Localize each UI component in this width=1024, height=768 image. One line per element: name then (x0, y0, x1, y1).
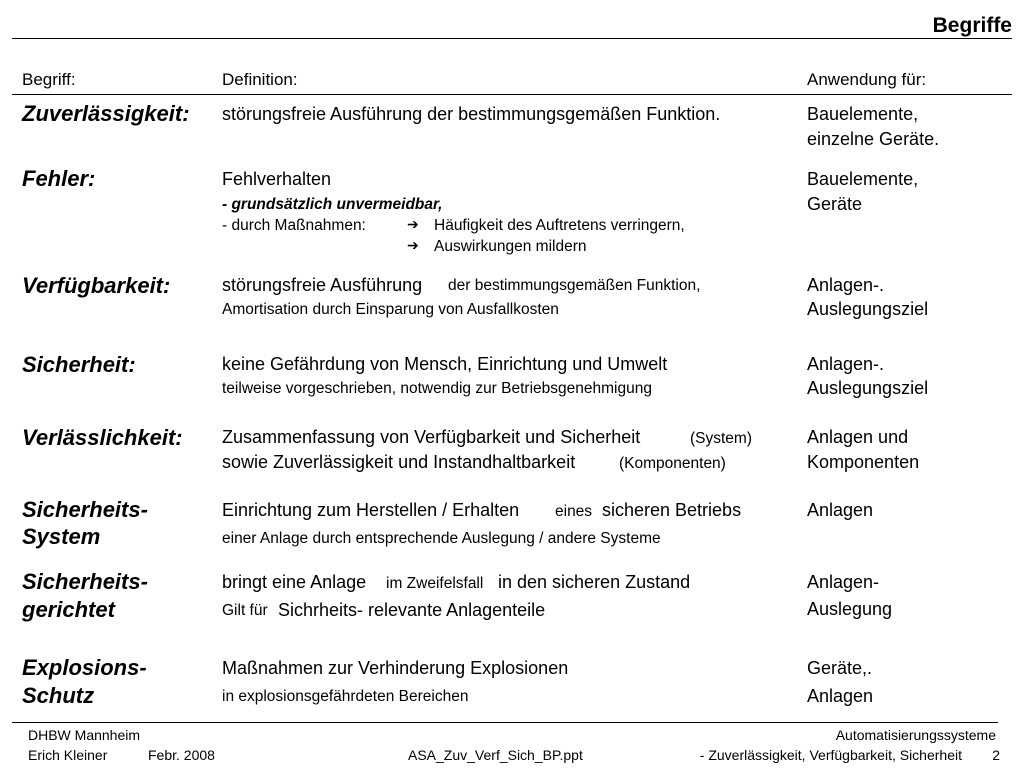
def-fehler-4: Auswirkungen mildern (434, 238, 587, 255)
footer-course: Automatisierungssysteme (835, 727, 996, 743)
def-fehler-3: - durch Maßnahmen: (222, 217, 366, 234)
def-verlaesslichkeit-2b: (Komponenten) (619, 455, 726, 472)
def-sicherheits-system-1c: sicheren Betriebs (602, 500, 742, 520)
def-sicherheit-2: teilweise vorgeschrieben, notwendig zur Betriebsgenehmigung (222, 380, 652, 397)
app-verlaesslichkeit-2: Komponenten (807, 452, 920, 472)
def-verlaesslichkeit-1a: Zusammenfassung von Verfügbarkeit und Sicherheit (222, 427, 641, 447)
def-verfuegbarkeit-1a: störungsfreie Ausführung (222, 275, 423, 295)
term-sicherheit: Sicherheit: (22, 352, 136, 377)
app-sicherheit-1: Anlagen-. (807, 354, 885, 374)
app-sicherheits-system-1: Anlagen (807, 500, 874, 520)
term-sicherheits-system-1: Sicherheits- (22, 497, 148, 522)
app-sicherheit-2: Auslegungsziel (807, 378, 929, 398)
footer-topic: - Zuverlässigkeit, Verfügbarkeit, Sicherheit (699, 747, 962, 763)
app-verlaesslichkeit-1: Anlagen und (807, 427, 909, 447)
app-explosions-schutz-2: Anlagen (807, 686, 874, 706)
def-sicherheits-system-1b: eines (555, 503, 593, 520)
term-sicherheits-gerichtet-2: gerichtet (22, 597, 115, 622)
arrow-right-icon: ➔ (407, 237, 419, 253)
footer-date: Febr. 2008 (148, 747, 215, 763)
footer-rule (12, 722, 998, 723)
def-sicherheits-gerichtet-1a: bringt eine Anlage (222, 572, 367, 592)
term-sicherheits-gerichtet-1: Sicherheits- (22, 569, 148, 594)
term-verfuegbarkeit: Verfügbarkeit: (22, 273, 171, 298)
def-explosions-schutz-2: in explosionsgefährdeten Bereichen (222, 688, 469, 705)
def-fehler-2: - grundsätzlich unvermeidbar, (222, 196, 443, 213)
app-zuverlaessigkeit-1: Bauelemente, (807, 104, 919, 124)
app-verfuegbarkeit-2: Auslegungsziel (807, 299, 929, 319)
header-application: Anwendung für: (807, 70, 927, 89)
def-fehler-1: Fehlverhalten (222, 169, 332, 189)
def-fehler-3b: Häufigkeit des Auftretens verringern, (434, 217, 685, 234)
def-verlaesslichkeit-2a: sowie Zuverlässigkeit und Instandhaltbarkeit (222, 452, 576, 472)
def-sicherheits-gerichtet-2a: Gilt für (222, 602, 268, 619)
header-rule (12, 94, 1012, 95)
def-verfuegbarkeit-2: Amortisation durch Einsparung von Ausfallkosten (222, 301, 559, 318)
footer-author: Erich Kleiner (28, 747, 108, 763)
footer-file: ASA_Zuv_Verf_Sich_BP.ppt (408, 747, 583, 763)
def-sicherheits-gerichtet-1b: im Zweifelsfall (386, 575, 484, 592)
term-explosions-schutz-2: Schutz (22, 683, 95, 708)
header-term: Begriff: (22, 70, 76, 89)
header-definition: Definition: (222, 70, 298, 89)
app-sicherheits-gerichtet-1: Anlagen- (807, 572, 880, 592)
def-sicherheits-system-2: einer Anlage durch entsprechende Auslegung / andere Systeme (222, 530, 661, 547)
def-sicherheits-gerichtet-2b: Sichrheits- relevante Anlagenteile (278, 600, 546, 620)
def-explosions-schutz-1: Maßnahmen zur Verhinderung Explosionen (222, 658, 569, 678)
term-sicherheits-system-2: System (22, 524, 101, 549)
app-sicherheits-gerichtet-2: Auslegung (807, 599, 893, 619)
def-sicherheits-system-1a: Einrichtung zum Herstellen / Erhalten (222, 500, 520, 520)
def-verfuegbarkeit-1b: der bestimmungsgemäßen Funktion, (448, 277, 701, 294)
app-explosions-schutz-1: Geräte,. (807, 658, 873, 678)
footer-page-number: 2 (992, 747, 1000, 763)
title-rule (12, 38, 1012, 39)
term-verlaesslichkeit: Verlässlichkeit: (22, 425, 183, 450)
term-explosions-schutz-1: Explosions- (22, 655, 147, 680)
def-verlaesslichkeit-1b: (System) (690, 430, 752, 447)
footer-institution: DHBW Mannheim (28, 727, 141, 743)
term-zuverlaessigkeit: Zuverlässigkeit: (22, 101, 190, 126)
app-zuverlaessigkeit-2: einzelne Geräte. (807, 129, 940, 149)
def-sicherheit-1: keine Gefährdung von Mensch, Einrichtung und Umwelt (222, 354, 668, 374)
app-fehler-1: Bauelemente, (807, 169, 919, 189)
app-fehler-2: Geräte (807, 194, 863, 214)
arrow-right-icon: ➔ (407, 216, 419, 232)
slide-title: Begriffe (932, 14, 1012, 37)
app-verfuegbarkeit-1: Anlagen-. (807, 275, 885, 295)
term-fehler: Fehler: (22, 166, 96, 191)
def-sicherheits-gerichtet-1c: in den sicheren Zustand (498, 572, 691, 592)
def-zuverlaessigkeit-1: störungsfreie Ausführung der bestimmungsgemäßen Funktion. (222, 104, 721, 124)
